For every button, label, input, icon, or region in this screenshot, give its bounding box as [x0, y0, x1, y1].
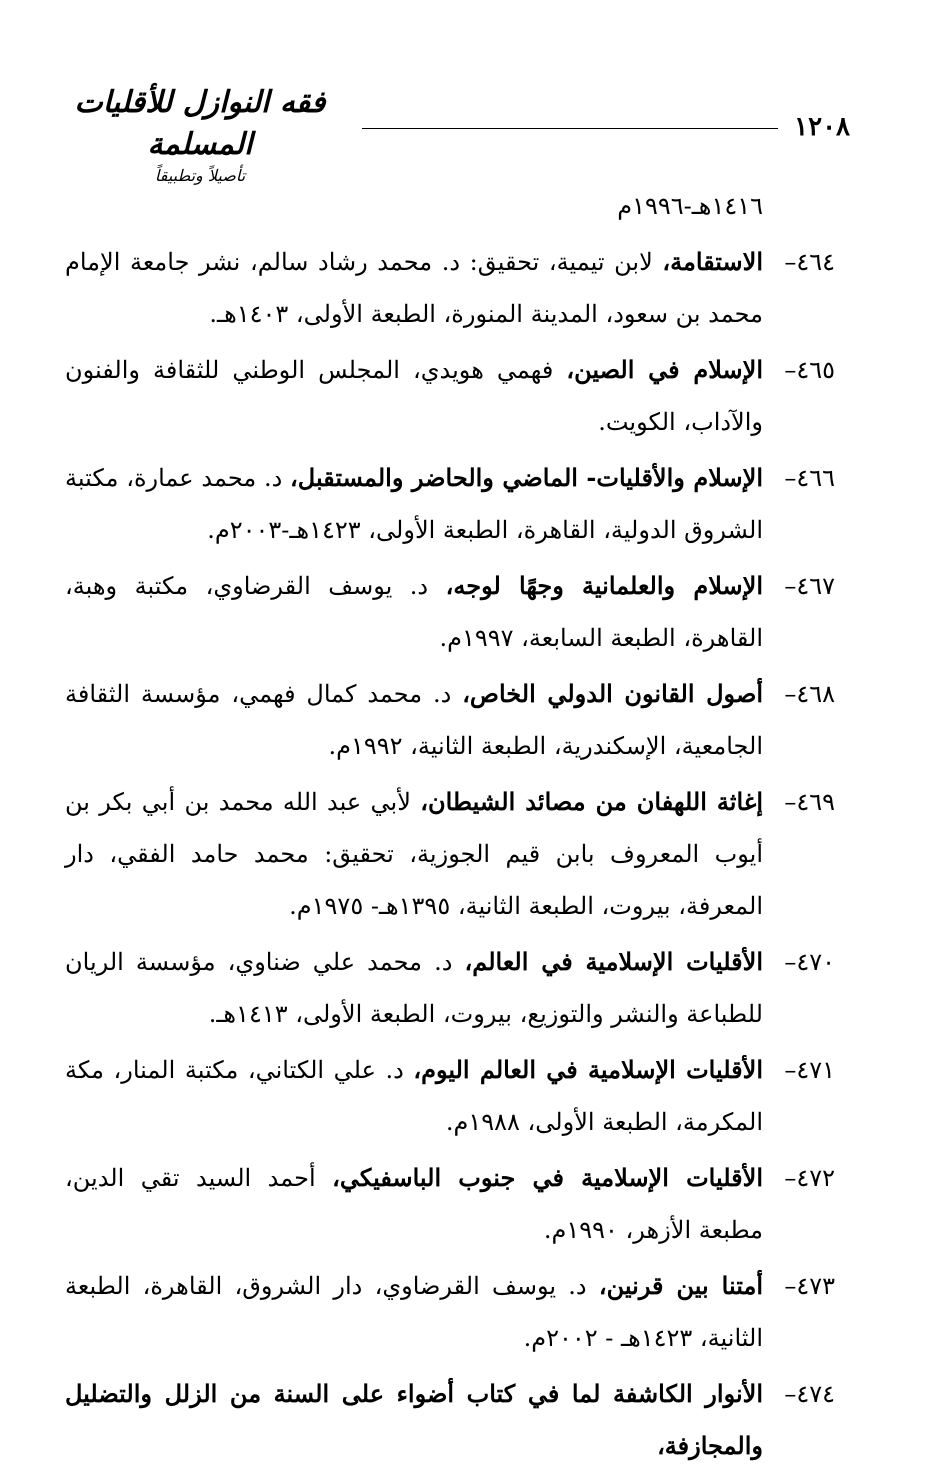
entry-details: د. يوسف القرضاوي، دار الشروق، القاهرة، الطبعة الثانية، ١٤٢٣هـ - ٢٠٠٢م.: [65, 1272, 763, 1352]
entry-details: لابن تيمية، تحقيق: د. محمد رشاد سالم، نشر جامعة الإمام محمد بن سعود، المدينة المنورة، الطبعة الأولى، ١٤٠٣هـ.: [65, 248, 763, 328]
entry-title: إغاثة اللهفان من مصائد الشيطان،: [420, 787, 763, 816]
page-header: [50, 82, 850, 185]
entry-number: ٤٧٢–: [784, 1164, 835, 1192]
entry-details: د. يوسف القرضاوي، مكتبة وهبة، القاهرة، الطبعة السابعة، ١٩٩٧م.: [65, 572, 763, 652]
header-divider: [362, 128, 778, 129]
entry-number: ٤٦٤–: [784, 248, 835, 276]
entry-details: أحمد السيد تقي الدين، مطبعة الأزهر، ١٩٩٠م.: [65, 1164, 763, 1244]
bibliography-entry: [65, 1044, 835, 1148]
bibliography-list: [65, 180, 835, 1476]
book-title: فقه النوازل للأقليات المسلمة: [74, 85, 326, 162]
bibliography-entry: [65, 560, 835, 664]
bibliography-entry: [65, 1260, 835, 1364]
entry-number: ٤٦٥–: [784, 356, 835, 384]
entry-number: ٤٦٧–: [784, 572, 835, 600]
entry-title: الأقليات الإسلامية في العالم اليوم،: [413, 1055, 764, 1084]
bibliography-entry: [65, 236, 835, 340]
bibliography-entry: [65, 344, 835, 448]
entry-number: ٤٧٤–: [784, 1380, 835, 1408]
entry-title: الأقليات الإسلامية في العالم،: [464, 947, 764, 976]
book-title-logo: [50, 82, 350, 186]
entry-details: د. محمد علي ضناوي، مؤسسة الريان للطباعة والنشر والتوزيع، بيروت، الطبعة الأولى، ١٤١٣هـ.: [65, 948, 763, 1028]
entry-details: لأبي عبد الله محمد بن أبي بكر بن أيوب المعروف بابن قيم الجوزية، تحقيق: محمد حامد الفقي، دار المعرفة، بيروت، الطبعة الثانية، ١٣٩٥هـ- ١٩٧٥م.: [65, 788, 763, 920]
book-subtitle: تأصيلاً وتطبيقاً: [154, 166, 246, 185]
page-number: ١٢٠٨: [794, 112, 850, 142]
entry-details: د. محمد كمال فهمي، مؤسسة الثقافة الجامعية، الإسكندرية، الطبعة الثانية، ١٩٩٢م.: [65, 680, 763, 760]
entry-number: ٤٧١–: [784, 1056, 835, 1084]
entry-number: ٤٦٩–: [784, 788, 835, 816]
continuation-line: ١٤١٦هـ-١٩٩٦م: [617, 192, 763, 220]
bibliography-entry: [65, 936, 835, 1040]
entry-title: الإسلام والعلمانية وجهًا لوجه،: [445, 571, 763, 600]
entry-title: أمتنا بين قرنين،: [598, 1271, 764, 1300]
bibliography-entry: [65, 776, 835, 932]
entry-title: الأنوار الكاشفة لما في كتاب أضواء على السنة من الزلل والتضليل والمجازفة،: [65, 1379, 764, 1460]
entry-title: الأقليات الإسلامية في جنوب الباسفيكي،: [332, 1163, 763, 1192]
entry-details: فهمي هويدي، المجلس الوطني للثقافة والفنون والآداب، الكويت.: [65, 356, 763, 436]
entry-title: الاستقامة،: [662, 247, 763, 276]
entry-number: ٤٧٣–: [784, 1272, 835, 1300]
entry-details: د. علي الكتاني، مكتبة المنار، مكة المكرمة، الطبعة الأولى، ١٩٨٨م.: [65, 1056, 763, 1136]
bibliography-entry: [65, 1152, 835, 1256]
entry-number: ٤٦٦–: [784, 464, 835, 492]
entry-number: ٤٧٠–: [784, 948, 835, 976]
entry-number: ٤٦٨–: [784, 680, 835, 708]
entry-title: أصول القانون الدولي الخاص،: [462, 679, 764, 708]
entry-details: د. محمد عمارة، مكتبة الشروق الدولية، القاهرة، الطبعة الأولى، ١٤٢٣هـ-٢٠٠٣م.: [65, 464, 763, 544]
bibliography-entry: [65, 452, 835, 556]
bibliography-entry: [65, 668, 835, 772]
entry-title: الإسلام في الصين،: [566, 355, 764, 384]
bibliography-entry: [65, 1368, 835, 1472]
entries-container: [65, 236, 835, 1472]
entry-title: الإسلام والأقليات- الماضي والحاضر والمستقبل،: [290, 463, 763, 492]
